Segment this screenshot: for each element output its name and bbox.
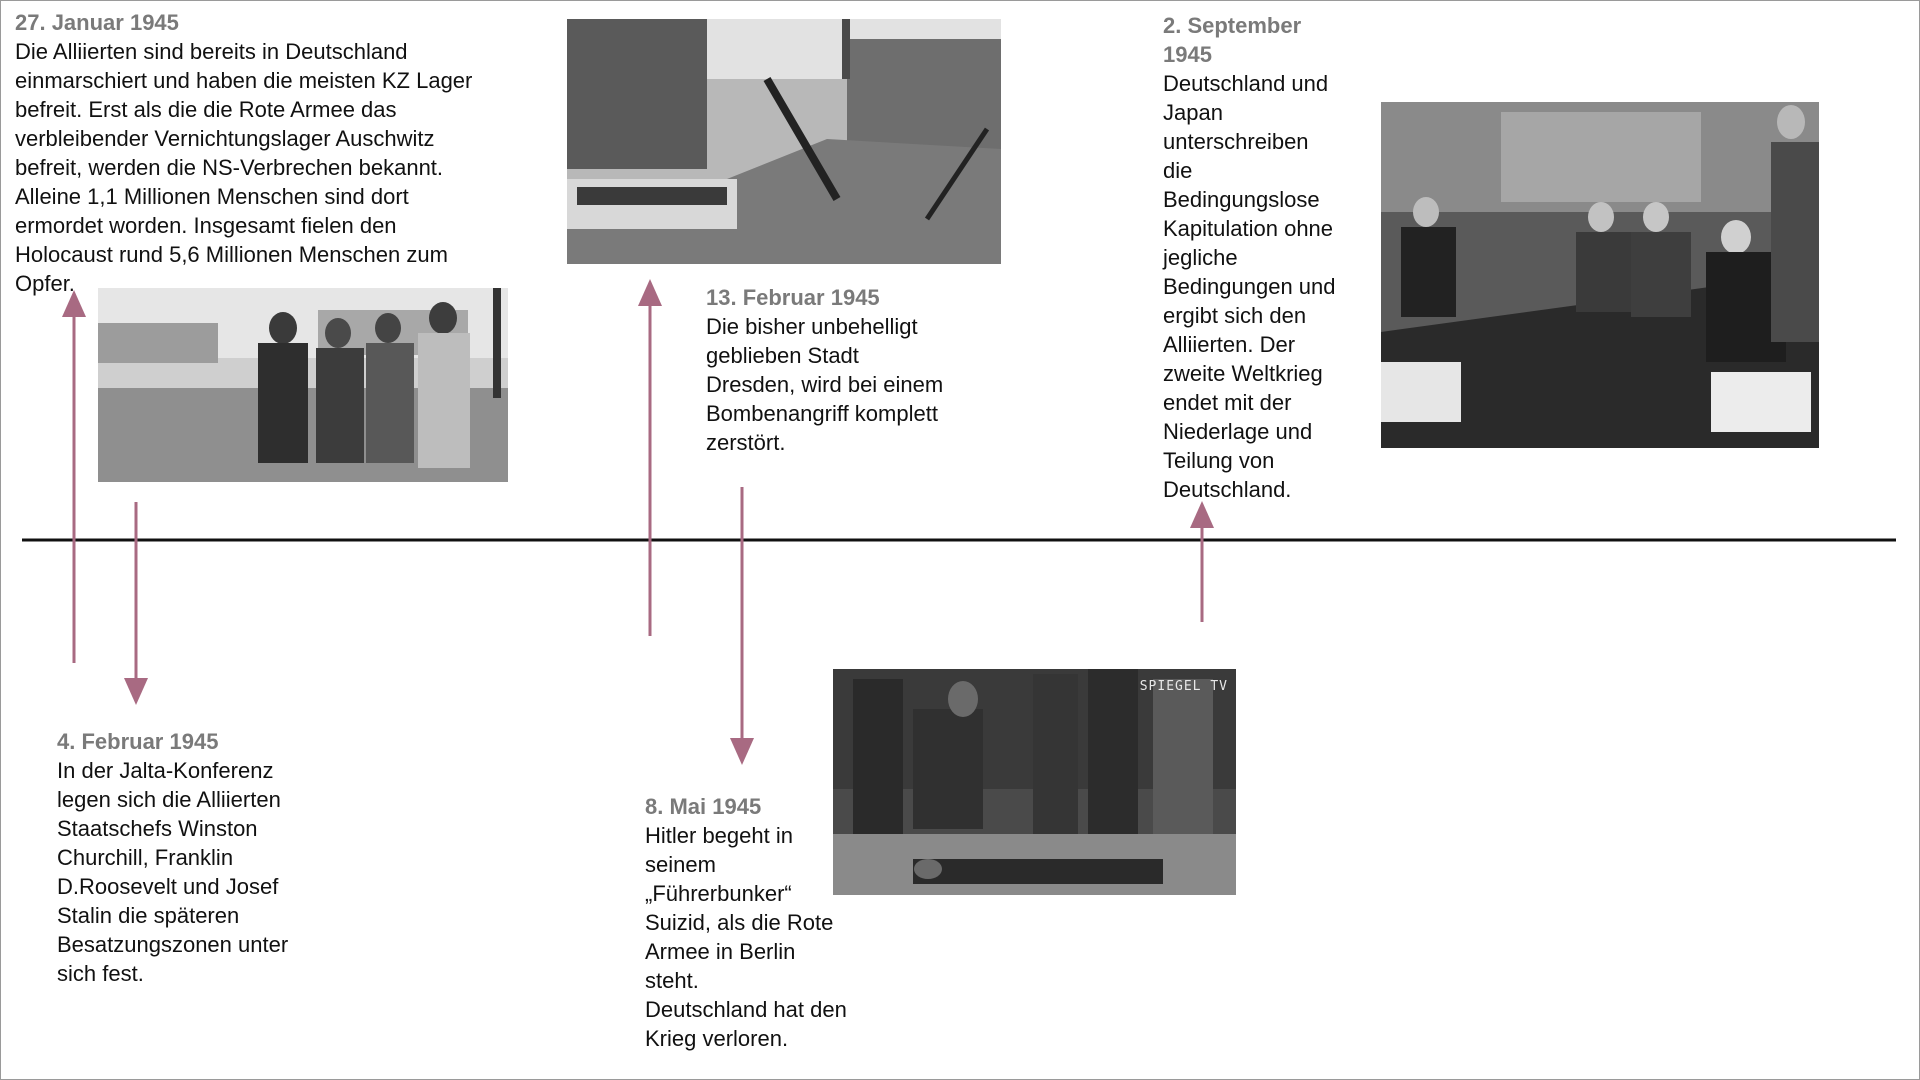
- photo-watermark: SPIEGEL TV: [1139, 679, 1228, 694]
- event-text: In der Jalta-Konferenz legen sich die Alliierten Staatschefs Winston Churchill, Franklin D.Roosevelt und Josef Stalin die späteren Besatzungszonen unter sich fest.: [57, 758, 289, 986]
- event-feb13: [706, 283, 996, 457]
- event-date: 2. September 1945: [1163, 13, 1302, 67]
- event-date: 4. Februar 1945: [57, 729, 219, 754]
- event-text: Die bisher unbehelligt geblieben Stadt Dresden, wird bei einem Bombenangriff komplett zerstört.: [706, 314, 944, 455]
- event-date: 8. Mai 1945: [645, 794, 762, 819]
- event-text: Hitler begeht in seinem „Führerbunker“ Suizid, als die Rote Armee in Berlin steht. Deutschland hat den Krieg verloren.: [645, 823, 847, 1051]
- event-text: Die Alliierten sind bereits in Deutschland einmarschiert und haben die meisten KZ Lager befreit. Erst als die die Rote Armee das verbleibender Vernichtungslager Auschwitz befreit, werden die NS-Verbrechen bekannt. Alleine 1,1 Millionen Menschen sind dort ermordet worden. Insgesamt fielen den Holocaust rund 5,6 Millionen Menschen zum Opfer.: [15, 39, 473, 296]
- event-date: 27. Januar 1945: [15, 10, 179, 35]
- photo-camp-liberation: [98, 288, 508, 482]
- photo-capitulation-signing: [1381, 102, 1819, 448]
- event-date: 13. Februar 1945: [706, 285, 880, 310]
- event-feb4: [57, 727, 357, 988]
- event-sep2: [1163, 11, 1363, 504]
- photo-dresden-ruins: [567, 19, 1001, 264]
- event-jan27: [15, 8, 535, 298]
- event-text: Deutschland und Japan unterschreiben die Bedingungslose Kapitulation ohne jegliche Bedingungen und ergibt sich den Alliierten. Der zweite Weltkrieg endet mit der Niederlage und Teilung von Deutschland.: [1163, 71, 1336, 502]
- photo-fuehrerbunker: [833, 669, 1236, 895]
